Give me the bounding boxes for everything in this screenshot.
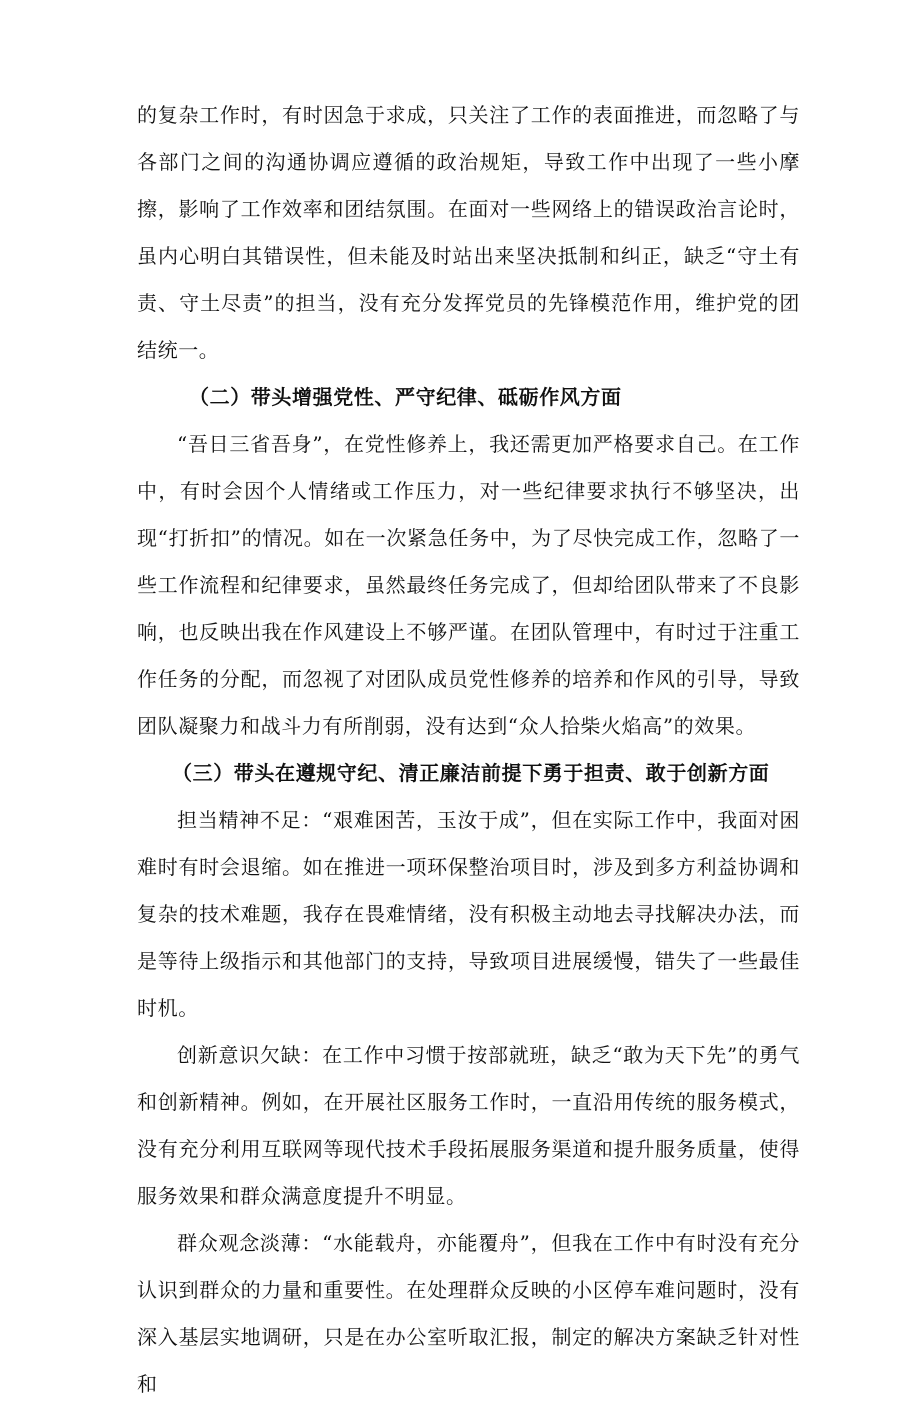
body-paragraph-responsibility: 担当精神不足：“艰难困苦，玉汝于成”，但在实际工作中，我面对困难时有时会退缩。如在推进一项环保整治项目时，涉及到多方利益协调和复杂的技术难题，我存在畏难情绪，没有积极主动地去寻找解决办法，而是等待上级指示和其他部门的支持，导致项目进展缓慢，错失了一些最佳时机。 [137,808,800,1020]
body-paragraph-innovation: 创新意识欠缺：在工作中习惯于按部就班，缺乏“敢为天下先”的勇气和创新精神。例如，在开展社区服务工作时，一直沿用传统的服务模式，没有充分利用互联网等现代技术手段拓展服务渠道和提升服务质量，使得服务效果和群众满意度提升不明显。 [137,1043,800,1208]
section-heading-2: （二）带头增强党性、严守纪律、砥砺作风方面 [189,385,622,409]
section-heading-3: （三）带头在遵规守纪、清正廉洁前提下勇于担责、敢于创新方面 [172,761,770,785]
body-paragraph-continued: 的复杂工作时，有时因急于求成，只关注了工作的表面推进，而忽略了与各部门之间的沟通协调应遵循的政治规矩，导致工作中出现了一些小摩擦，影响了工作效率和团结氛围。在面对一些网络上的错误政治言论时，虽内心明白其错误性，但未能及时站出来坚决抵制和纠正，缺乏“守土有责、守土尽责”的担当，没有充分发挥党员的先锋模范作用，维护党的团结统一。 [137,103,800,362]
body-paragraph-masses: 群众观念淡薄：“水能载舟，亦能覆舟”，但我在工作中有时没有充分认识到群众的力量和重要性。在处理群众反映的小区停车难问题时，没有深入基层实地调研，只是在办公室听取汇报，制定的解决方案缺乏针对性和 [137,1231,800,1396]
body-paragraph-party-spirit: “吾日三省吾身”，在党性修养上，我还需更加严格要求自己。在工作中，有时会因个人情绪或工作压力，对一些纪律要求执行不够坚决，出现“打折扣”的情况。如在一次紧急任务中，为了尽快完成工作，忽略了一些工作流程和纪律要求，虽然最终任务完成了，但却给团队带来了不良影响，也反映出我在作风建设上不够严谨。在团队管理中，有时过于注重工作任务的分配，而忽视了对团队成员党性修养的培养和作风的引导，导致团队凝聚力和战斗力有所削弱，没有达到“众人拾柴火焰高”的效果。 [137,432,800,738]
